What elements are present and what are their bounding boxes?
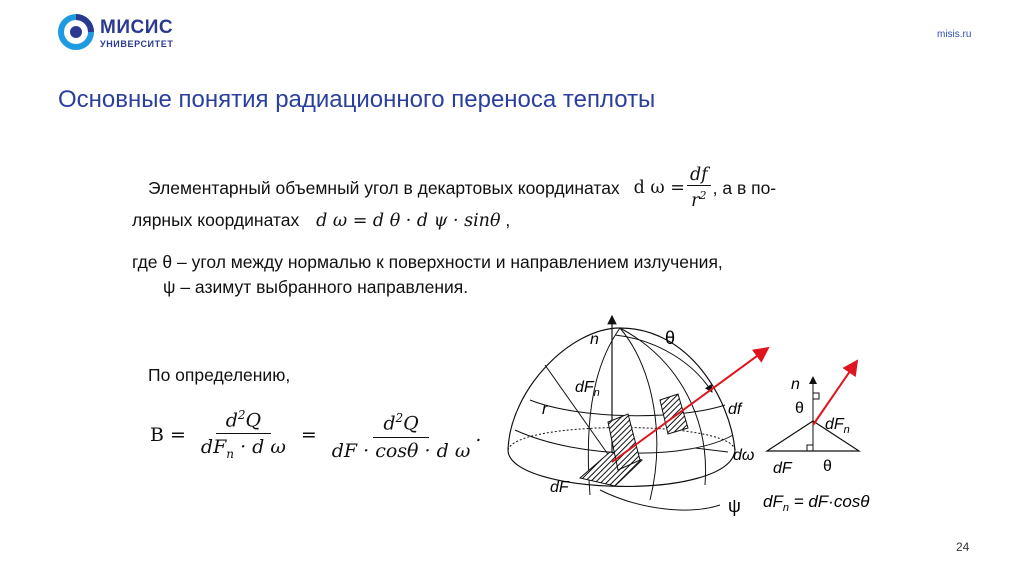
slide-title: Основные понятия радиационного переноса теплоты: [58, 86, 656, 113]
text-line-1: [148, 166, 776, 211]
df-element: [660, 394, 688, 434]
logo-subtitle: УНИВЕРСИТЕТ: [100, 39, 174, 49]
right-angle-bottom: [807, 445, 813, 451]
b-num-1: [216, 402, 271, 434]
hemisphere-diagram: [490, 310, 790, 530]
relation-rhs: = dF·cosθ: [788, 492, 870, 511]
label-domega: dω: [733, 447, 755, 464]
radiation-direction: [612, 348, 768, 462]
label-r: r: [542, 401, 548, 418]
b-num-2: [373, 405, 428, 437]
domega-pointer: [695, 448, 728, 452]
tri-label-n: n: [791, 376, 800, 393]
b-num1-var: Q: [245, 409, 262, 432]
b-den-1: [198, 434, 289, 467]
theta-arc: [615, 335, 712, 392]
label-df: df: [728, 401, 742, 418]
tri-label-dFn: [825, 416, 850, 436]
projection-diagram: [755, 355, 905, 525]
text-line-4: ψ – азимут выбранного направления.: [163, 277, 469, 297]
b-den1-rest: · d ω: [240, 436, 286, 459]
b-num1-exp: 2: [237, 408, 246, 422]
domega-denominator: [688, 186, 709, 211]
b-lhs: B =: [150, 423, 186, 446]
line2-prefix: лярных координатах: [132, 210, 300, 230]
tri-label-theta-bottom: θ: [823, 458, 832, 475]
page-number: 24: [956, 540, 970, 554]
line1-suffix: , а в по-: [712, 177, 777, 198]
b-equals: =: [300, 423, 317, 446]
domega-den-exp: 2: [699, 189, 707, 202]
line1-prefix: Элементарный объемный угол в декартовых координатах: [148, 177, 620, 198]
tri-label-theta-top: θ: [795, 400, 804, 417]
definition-label: По определению,: [148, 365, 291, 385]
misis-logo: [58, 14, 228, 54]
polar-formula: d ω = d θ · d ψ · sinθ: [316, 211, 501, 231]
psi-arc: [600, 490, 720, 510]
domega-fraction: [687, 166, 711, 211]
label-theta: θ: [665, 328, 676, 348]
text-line-3: где θ – угол между нормалью к поверхности и направлением излучения,: [132, 252, 723, 272]
label-dFn-main: dF: [575, 379, 594, 396]
logo-name: МИСИС: [100, 17, 174, 38]
b-formula: [150, 402, 481, 467]
misis-logo-icon: [58, 14, 94, 50]
label-psi: ψ: [728, 496, 741, 516]
relation-text: [763, 492, 870, 514]
tri-label-dFn-sub: n: [843, 424, 850, 436]
tri-label-dFn-main: dF: [825, 416, 844, 433]
label-dF: dF: [550, 479, 569, 496]
b-num2-d: d: [383, 412, 396, 435]
b-num1-d: d: [225, 409, 238, 432]
b-den1-var: dF: [200, 436, 227, 459]
label-n: n: [590, 331, 599, 348]
b-den-2: dF · cosθ · d ω: [331, 439, 471, 462]
text-line-2: [132, 210, 510, 231]
domega-den-var: r: [691, 190, 700, 211]
tri-label-dF: dF: [773, 460, 792, 477]
line2-suffix: ,: [505, 210, 511, 230]
b-den1-sub: n: [226, 447, 235, 462]
b-fraction-1: [198, 402, 289, 467]
site-link[interactable]: misis.ru: [937, 29, 972, 40]
relation-lhs-sub: n: [782, 502, 789, 514]
b-fraction-2: [329, 405, 474, 463]
domega-lhs: d ω =: [633, 178, 685, 199]
b-num2-var: Q: [403, 412, 419, 435]
right-angle-top: [813, 393, 819, 399]
label-dFn-sub: n: [593, 387, 600, 399]
domega-numerator: df: [687, 166, 711, 186]
relation-lhs: dF: [763, 492, 783, 511]
b-num2-exp: 2: [395, 411, 404, 426]
b-end: .: [475, 423, 482, 446]
